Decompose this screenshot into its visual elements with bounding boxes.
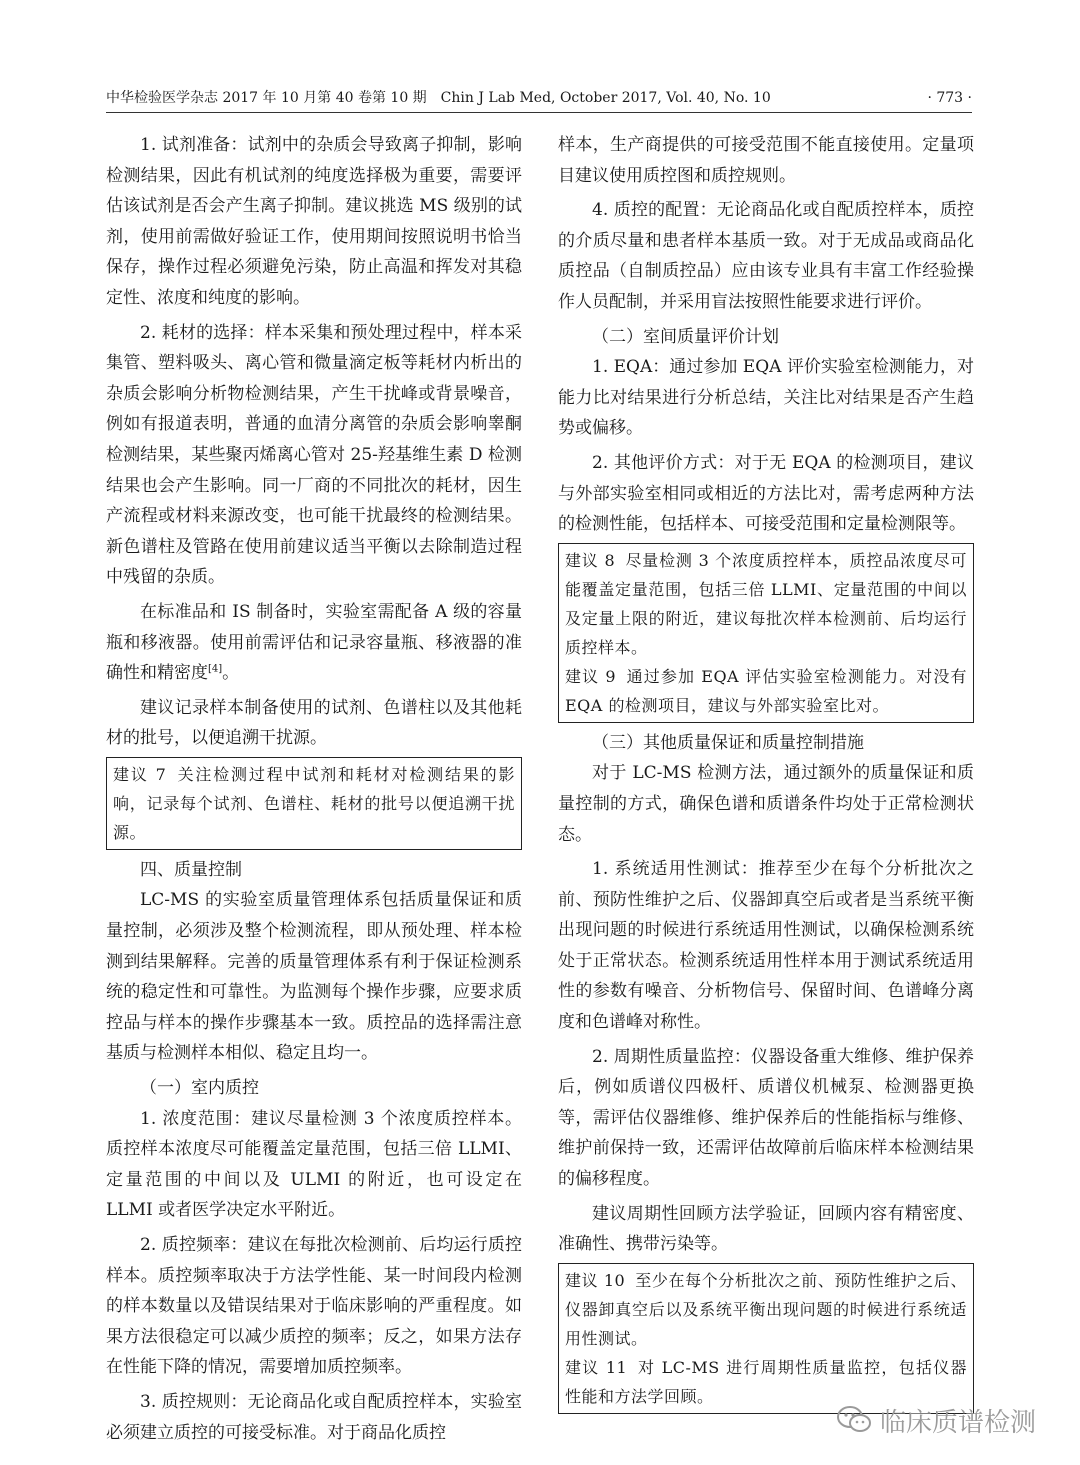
- paragraph-qc-rules: 3. 质控规则：无论商品化或自配质控样本，实验室必须建立质控的可接受标准。对于商品化质控: [106, 1391, 522, 1443]
- paragraph-other-evaluation: 2. 其他评价方式：对于无 EQA 的检测项目，建议与外部实验室相同或相近的方法比对，需考虑两种方法的检测性能，包括样本、可接受范围和定量检测限等。: [558, 452, 974, 535]
- recommendation-box-10-11: [558, 1263, 974, 1414]
- recommendation-tag: 建议 11: [565, 1357, 628, 1377]
- paragraph-system-suitability: 1. 系统适用性测试：推荐至少在每个分析批次之前、预防性维护之后、仪器卸真空后或者是当系统平衡出现问题的时候进行系统适用性测试，以确保检测系统处于正常状态。检测系统适用性样本用于测试系统适用性的参数有噪音、分析物信号、保留时间、色谱峰分离度和色谱峰对称性。: [558, 859, 974, 1033]
- watermark: [836, 1402, 1036, 1438]
- section-heading-quality-control: 四、质量控制: [140, 859, 242, 880]
- paragraph-concentration-range: 1. 浓度范围：建议尽量检测 3 个浓度质控样本。质控样本浓度尽可能覆盖定量范围，包括三倍 LLMI、定量范围的中间以及 ULMI 的附近，也可设定在 LLMI 或者医学决定水平附近。: [106, 1108, 522, 1221]
- recommendation-text: 至少在每个分析批次之前、预防性维护之后、仪器卸真空后以及系统平衡出现问题的时候进行系统适用性测试。: [565, 1270, 967, 1348]
- journal-citation: 中华检验医学杂志 2017 年 10 月第 40 卷第 10 期 Chin J Lab Med, October 2017, Vol. 40, No. 10: [106, 90, 771, 106]
- recommendation-tag: 建议 9: [565, 666, 617, 686]
- recommendation-text: 关注检测过程中试剂和耗材对检测结果的影响，记录每个试剂、色谱柱、耗材的批号以便追溯干扰源。: [113, 764, 515, 842]
- paragraph-periodic-monitoring: 2. 周期性质量监控：仪器设备重大维修、维护保养后，例如质谱仪四极杆、质谱仪机械泵、检测器更换等，需评估仪器维修、维护保养后的性能指标与维修、维护前保持一致，还需评估故障前后临床样本检测结果的偏移程度。: [558, 1046, 974, 1190]
- recommendation-box-7: [106, 757, 522, 850]
- subsection-heading-eqa: （二）室间质量评价计划: [592, 326, 779, 347]
- paragraph-method-review: 建议周期性回顾方法学验证，回顾内容有精密度、准确性、携带污染等。: [558, 1203, 974, 1255]
- paragraph-text-end: 。: [222, 663, 240, 684]
- recommendation-9: [565, 662, 967, 720]
- recommendation-7: [113, 760, 515, 847]
- recommendation-text: 尽量检测 3 个浓度质控样本，质控品浓度尽可能覆盖定量范围，包括三倍 LLMI、定量范围的中间以及定量上限的附近，建议每批次样本检测前、后均运行质控样本。: [565, 550, 967, 657]
- paragraph-text: 在标准品和 IS 制备时，实验室需配备 A 级的容量瓶和移液器。使用前需评估和记录容量瓶、移液器的准确性和精密度: [106, 601, 522, 684]
- paragraph-consumables-selection: 2. 耗材的选择：样本采集和预处理过程中，样本采集管、塑料吸头、离心管和微量滴定板等耗材内析出的杂质会影响分析物检测结果，产生干扰峰或背景噪音，例如有报道表明，普通的血清分离管的杂质会影响睾酮检测结果，某些聚丙烯离心管对 25-羟基维生素 D 检测结果也会产生影响。同一厂商的不同批次的耗材，因生产流程或材料来源改变，也可能干扰最终的检测结果。新色谱柱及管路在使用前建议适当平衡以去除制造过程中残留的杂质。: [106, 322, 522, 588]
- paragraph-qc-frequency: 2. 质控频率：建议在每批次检测前、后均运行质控样本。质控频率取决于方法学性能、某一时间段内检测的样本数量以及错误结果对于临床影响的严重程度。如果方法很稳定可以减少质控的频率；反之，如果方法存在性能下降的情况，需要增加质控频率。: [106, 1235, 522, 1378]
- recommendation-text: 对 LC-MS 进行周期性质量监控，包括仪器性能和方法学回顾。: [565, 1357, 967, 1406]
- paragraph-standard-preparation: [106, 597, 522, 689]
- subsection-heading-other-measures: （三）其他质量保证和质量控制措施: [592, 732, 864, 753]
- recommendation-8: [565, 546, 967, 662]
- recommendation-10: [565, 1266, 967, 1353]
- recommendation-tag: 建议 8: [565, 550, 616, 570]
- recommendation-tag: 建议 7: [113, 764, 167, 784]
- paragraph-batch-records: 建议记录样本制备使用的试剂、色谱柱以及其他耗材的批号，以便追溯干扰源。: [106, 697, 522, 749]
- recommendation-tag: 建议 10: [565, 1270, 626, 1290]
- subsection-heading-internal-qc: （一）室内质控: [140, 1078, 259, 1099]
- recommendation-text: 通过参加 EQA 评估实验室检测能力。对没有 EQA 的检测项目，建议与外部实验室比对。: [565, 666, 967, 715]
- paragraph-eqa: 1. EQA：通过参加 EQA 评价实验室检测能力，对能力比对结果进行分析总结，关注比对结果是否产生趋势或偏移。: [558, 357, 974, 439]
- page-number: · 773 ·: [927, 90, 972, 106]
- wechat-icon: [836, 1405, 872, 1435]
- running-header: [106, 88, 972, 113]
- recommendation-box-8-9: [558, 543, 974, 723]
- right-column: [558, 130, 974, 1419]
- paragraph-qc-rules-continued: 样本，生产商提供的可接受范围不能直接使用。定量项目建议使用质控图和质控规则。: [558, 135, 974, 186]
- paragraph-qc-configuration: 4. 质控的配置：无论商品化或自配质控样本，质控的介质尽量和患者样本基质一致。对于无成品或商品化质控品（自制质控品）应由该专业具有丰富工作经验操作人员配制，并采用盲法按照性能要求进行评价。: [558, 200, 974, 312]
- reference-citation: [4]: [208, 663, 223, 675]
- paragraph-lcms-quality: 对于 LC-MS 检测方法，通过额外的质量保证和质量控制的方式，确保色谱和质谱条件均处于正常检测状态。: [558, 763, 974, 845]
- paragraph-quality-management: LC-MS 的实验室质量管理体系包括质量保证和质量控制，必须涉及整个检测流程，即从预处理、样本检测到结果解释。完善的质量管理体系有利于保证检测系统的稳定性和可靠性。为监测每个操作步骤，应要求质控品与样本的操作步骤基本一致。质控品的选择需注意基质与检测样本相似、稳定且均一。: [106, 890, 522, 1064]
- paragraph-reagent-preparation: 1. 试剂准备：试剂中的杂质会导致离子抑制，影响检测结果，因此有机试剂的纯度选择极为重要，需要评估该试剂是否会产生离子抑制。建议挑选 MS 级别的试剂，使用前需做好验证工作，使用期间按照说明书恰当保存，操作过程必须避免污染，防止高温和挥发对其稳定性、浓度和纯度的影响。: [106, 135, 522, 308]
- left-column: [106, 130, 522, 1448]
- watermark-text: 临床质谱检测: [879, 1407, 1036, 1438]
